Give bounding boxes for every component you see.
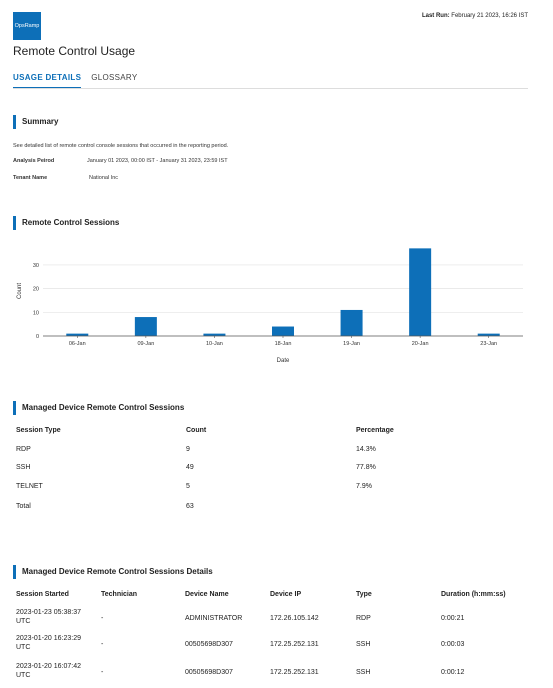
opsramp-logo [13, 12, 41, 40]
logo-text: OpsRamp [14, 23, 40, 29]
managed-sessions-heading: Managed Device Remote Control Sessions [13, 401, 184, 415]
table-cell: SSH [356, 641, 371, 648]
x-tick-label: 09-Jan [137, 341, 155, 347]
bar-19-Jan [341, 310, 363, 336]
table-cell: TELNET [16, 483, 43, 490]
table-cell: 0:00:12 [441, 669, 465, 676]
table-total-label: Total [16, 503, 31, 510]
col-device-ip: Device IP [270, 591, 302, 598]
last-run-value: February 21 2023, 16:26 IST [451, 13, 528, 19]
table-cell: 77.8% [356, 464, 376, 471]
table-cell: SSH [356, 669, 371, 676]
table-cell: 172.25.252.131 [270, 641, 319, 648]
summary-description: See detailed list of remote control console sessions that occurred in the reporting period. [13, 143, 229, 149]
y-tick-label: 20 [32, 286, 39, 293]
sessions-chart-heading: Remote Control Sessions [13, 216, 119, 230]
session-details-heading: Managed Device Remote Control Sessions Details [13, 565, 213, 579]
table-cell: UTC [16, 644, 31, 651]
x-axis-ticks [69, 336, 497, 347]
tenant-name-value: National Inc [89, 175, 119, 181]
x-tick-label: 06-Jan [68, 341, 86, 347]
table-cell: 0:00:03 [441, 641, 465, 648]
page-title: Remote Control Usage [13, 44, 136, 58]
table-cell: 0:00:21 [441, 615, 465, 622]
table-cell: - [101, 669, 104, 676]
table-cell: 2023-01-23 05:38:37 [16, 609, 81, 616]
table-cell: ADMINISTRATOR [185, 615, 243, 622]
col-session-started: Session Started [16, 591, 69, 598]
table-cell: RDP [356, 615, 371, 622]
x-tick-label: 20-Jan [411, 341, 429, 347]
col-device-name: Device Name [185, 591, 229, 598]
y-tick-label: 0 [35, 334, 39, 340]
table-total-value: 63 [186, 503, 194, 510]
table-cell: 2023-01-20 16:23:29 [16, 635, 81, 642]
table-cell: 172.26.105.142 [270, 615, 319, 622]
table-cell: 00505698D307 [185, 641, 233, 648]
table-cell: RDP [16, 446, 31, 453]
y-tick-label: 30 [32, 262, 39, 269]
tab-divider [13, 88, 528, 89]
x-tick-label: 18-Jan [274, 341, 292, 347]
y-axis-label: Count [17, 282, 23, 299]
table-cell: SSH [16, 464, 31, 471]
table-cell: 2023-01-20 16:07:42 [16, 663, 81, 670]
col-technician: Technician [101, 591, 138, 598]
col-percentage: Percentage [356, 427, 394, 434]
tab-glossary[interactable]: GLOSSARY [91, 73, 138, 82]
x-axis-label: Date [276, 358, 290, 364]
x-tick-label: 19-Jan [343, 341, 360, 347]
y-tick-label: 10 [32, 310, 39, 317]
analysis-period-label: Analysis Peirod [13, 158, 55, 164]
col-duration: Duration (h:mm:ss) [441, 591, 506, 598]
table-cell: 9 [186, 446, 190, 453]
sessions-bar-chart [13, 240, 528, 368]
last-run [422, 13, 528, 19]
chart-bars [66, 248, 499, 336]
table-cell: - [101, 615, 104, 622]
col-count: Count [186, 427, 207, 434]
x-tick-label: 10-Jan [206, 341, 223, 347]
summary-heading: Summary [13, 115, 58, 129]
chart-grid [43, 265, 523, 312]
table-cell: 49 [186, 464, 194, 471]
last-run-label: Last Run: [421, 13, 450, 19]
table-cell: 172.25.252.131 [270, 669, 319, 676]
tenant-name-label: Tenant Name [13, 175, 48, 181]
table-cell: 7.9% [356, 483, 372, 490]
bar-18-Jan [272, 327, 294, 336]
table-cell: UTC [16, 672, 31, 679]
table-cell: UTC [16, 618, 31, 625]
col-session-type: Session Type [16, 427, 61, 434]
x-tick-label: 23-Jan [480, 341, 498, 347]
tab-usage-details[interactable]: USAGE DETAILS [13, 73, 81, 89]
y-axis-ticks [33, 263, 39, 340]
tab-bar [13, 73, 137, 89]
table-cell: - [101, 641, 104, 648]
table-cell: 00505698D307 [185, 669, 233, 676]
bar-20-Jan [409, 248, 431, 336]
analysis-period-value: January 01 2023, 00:00 IST - January 31 2023, 23:59 IST [87, 158, 228, 164]
table-cell: 5 [186, 483, 190, 490]
col-type: Type [356, 591, 372, 598]
table-cell: 14.3% [356, 446, 376, 453]
bar-09-Jan [135, 317, 157, 336]
